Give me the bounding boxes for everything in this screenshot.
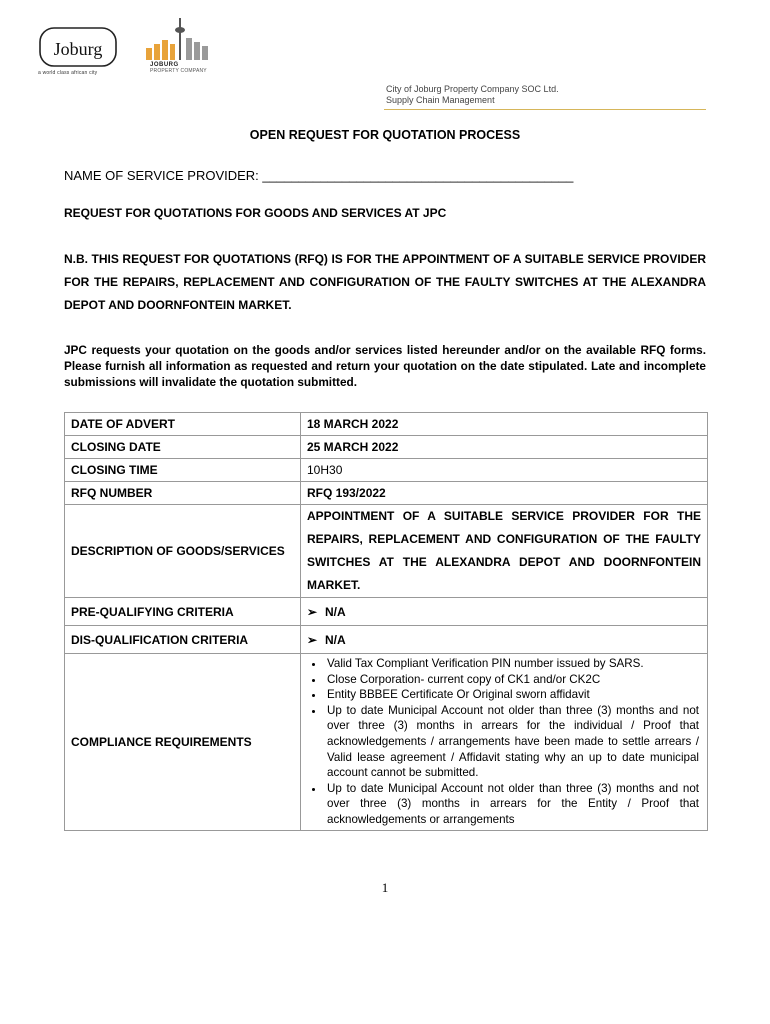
description-label: DESCRIPTION OF GOODS/SERVICES xyxy=(65,505,301,598)
compliance-label: COMPLIANCE REQUIREMENTS xyxy=(65,654,301,831)
header-rule xyxy=(384,109,706,110)
date-of-advert-value: 18 MARCH 2022 xyxy=(301,413,708,436)
jpc-logo-line2: PROPERTY COMPANY xyxy=(150,68,207,74)
arrow-bullet-icon: ➢ xyxy=(307,604,318,619)
list-item: • Up to date Municipal Account not older than three (3) months and not over three (3) months in arrears for the Entity / Proof that acknowledgements or arrangements xyxy=(325,781,699,828)
pre-qualifying-value: N/A xyxy=(325,604,346,619)
table-row xyxy=(65,482,708,505)
list-item: • Entity BBBEE Certificate Or Original sworn affidavit xyxy=(325,687,699,703)
dis-qualification-value: N/A xyxy=(325,632,346,647)
table-row xyxy=(65,505,708,598)
joburg-logo-text: Joburg xyxy=(53,39,103,59)
rfq-heading: REQUEST FOR QUOTATIONS FOR GOODS AND SERVICES AT JPC xyxy=(64,206,447,220)
service-provider-line: NAME OF SERVICE PROVIDER: ___________________________________________ xyxy=(64,168,574,183)
table-row xyxy=(65,654,708,831)
pre-qualifying-label: PRE-QUALIFYING CRITERIA xyxy=(65,598,301,626)
table-row xyxy=(65,436,708,459)
table-row xyxy=(65,413,708,436)
department-name: Supply Chain Management xyxy=(386,95,495,105)
arrow-bullet-icon: ➢ xyxy=(307,632,318,647)
jpc-logo-line1: JOBURG xyxy=(150,62,179,68)
closing-time-value: 10H30 xyxy=(301,459,708,482)
list-item: • Up to date Municipal Account not older than three (3) months and not over three (3) months in arrears for the individual / Proof that acknowledgements / arrangements have been made to settle arrears / Valid lease agreement / Affidavit stating why an up to date municipal account cannot be submitted. xyxy=(325,703,699,781)
compliance-list xyxy=(307,654,699,830)
closing-date-label: CLOSING DATE xyxy=(65,436,301,459)
table-row xyxy=(65,459,708,482)
pre-qualifying-cell xyxy=(301,598,708,626)
table-row xyxy=(65,598,708,626)
list-item: • Close Corporation- current copy of CK1 and/or CK2C xyxy=(325,672,699,688)
description-value: APPOINTMENT OF A SUITABLE SERVICE PROVIDER FOR THE REPAIRS, REPLACEMENT AND CONFIGURATION OF THE FAULTY SWITCHES AT THE ALEXANDRA DEPOT AND DOORNFONTEIN MARKET. xyxy=(301,505,708,598)
nb-paragraph: N.B. THIS REQUEST FOR QUOTATIONS (RFQ) IS FOR THE APPOINTMENT OF A SUITABLE SERVICE PROVIDER FOR THE REPAIRS, REPLACEMENT AND CONFIGURATION OF THE FAULTY SWITCHES AT THE ALEXANDRA DEPOT AND DOORNFONTEIN MARKET. xyxy=(64,252,706,312)
page-title: OPEN REQUEST FOR QUOTATION PROCESS xyxy=(249,128,521,142)
rfq-number-value: RFQ 193/2022 xyxy=(301,482,708,505)
list-item: • Valid Tax Compliant Verification PIN number issued by SARS. xyxy=(325,656,699,672)
company-info xyxy=(386,84,559,106)
rfq-number-label: RFQ NUMBER xyxy=(65,482,301,505)
closing-time-label: CLOSING TIME xyxy=(65,459,301,482)
page-number: 1 xyxy=(381,880,389,895)
table-row xyxy=(65,626,708,654)
joburg-tagline: a world class african city xyxy=(38,70,98,76)
compliance-cell xyxy=(301,654,708,831)
company-name: City of Joburg Property Company SOC Ltd. xyxy=(386,84,559,94)
dis-qualification-label: DIS-QUALIFICATION CRITERIA xyxy=(65,626,301,654)
rfq-details-table xyxy=(64,412,708,831)
closing-date-value: 25 MARCH 2022 xyxy=(301,436,708,459)
dis-qualification-cell xyxy=(301,626,708,654)
intro-paragraph: JPC requests your quotation on the goods and/or services listed hereunder and/or on the available RFQ forms. Please furnish all information as requested and return your quotation on the date stipulated. Late and incomplete submissions will invalidate the quotation submitted. xyxy=(64,343,706,389)
date-of-advert-label: DATE OF ADVERT xyxy=(65,413,301,436)
